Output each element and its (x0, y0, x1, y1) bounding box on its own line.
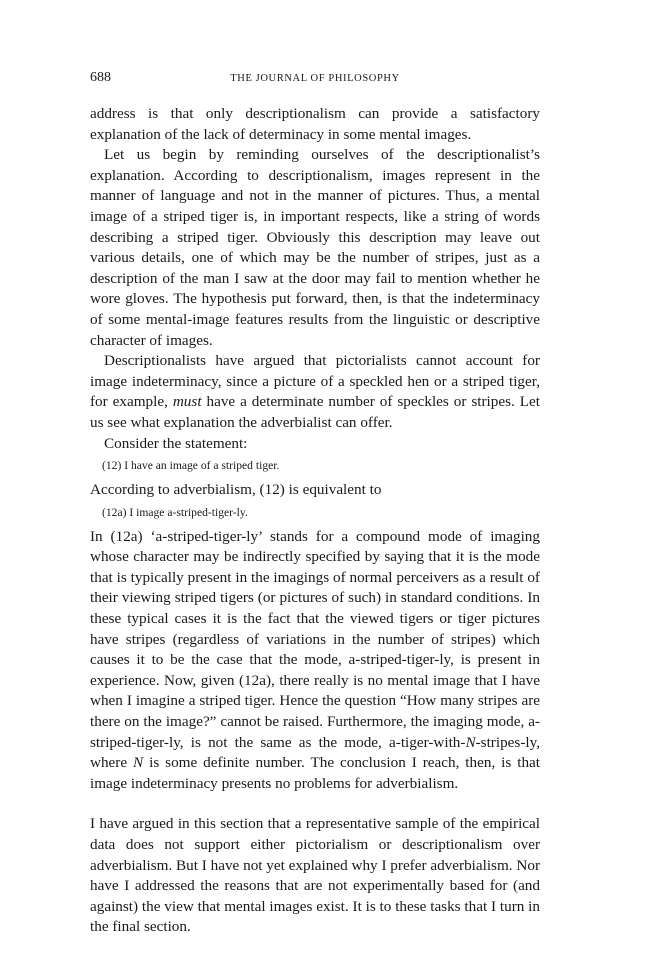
paragraph-section-conclusion: I have argued in this section that a representative sample of the empirical data does not support either pictorialism or descriptionalism over adverbialism. But I have not yet explained why I prefer adverbialism. Nor have I addressed the reasons that are not experimentally based for (and against) the view that mental images exist. It is to these tasks that I turn in the final section. (90, 815, 540, 936)
example-12a: (12a) I image a-striped-tiger-ly. (102, 505, 248, 519)
p6-part3: is some definite number. The conclusion I reach, then, is that image indeterminacy presents no problems for adverbialism. (90, 754, 540, 792)
paragraph-adverbialism-equivalent: According to adverbialism, (12) is equivalent to (90, 481, 382, 499)
p3-emphasis: must (172, 393, 202, 411)
paragraph-compound-mode (90, 527, 540, 795)
page-header (90, 70, 540, 90)
journal-page (90, 70, 540, 938)
paragraph-continuation: address is that only descriptionalism can provide a satisfactory explanation of the lack of determinacy in some mental images. (90, 105, 540, 143)
p3-text-after: have a determinate number of speckles or stripes. Let us see what explanation the adverbialist can offer. (90, 393, 540, 431)
page-number: 688 (90, 70, 111, 85)
example-12: (12) I have an image of a striped tiger. (102, 459, 280, 473)
running-head: THE JOURNAL OF PHILOSOPHY (230, 73, 400, 84)
p6-part1: In (12a) ‘a-striped-tiger-ly’ stands for a compound mode of imaging whose character may be indirectly specified by saying that it is the mode that is typically present in the imagings of normal perceivers as a result of their viewing striped tigers (or pictures of such) in standard conditions. In these typical cases it is the fact that the viewed tigers or tiger pictures have stripes (regardless of variations in the number of stripes) which causes it to be the case that the mode, a-striped-tiger-ly, is present in experience. Now, given (12a), there really is no mental image that I have when I imagine a striped tiger. Hence the question “How many stripes are there on the image?” cannot be raised. Furthermore, the imaging mode, a-striped-tiger-ly, is not the same as the mode, a-tiger-with- (90, 527, 540, 751)
paragraph-consider: Consider the statement: (104, 434, 248, 452)
p6-variable-n-1: N (465, 733, 476, 751)
p6-part2: -stripes-ly, where (90, 733, 540, 772)
paragraph-descriptionalist-explanation: Let us begin by reminding ourselves of the descriptionalist’s explanation. According to descriptionalism, images represent in the manner of language and not in the manner of pictures. Thus, a mental image of a striped tiger is, in important respects, like a string of words describing a striped tiger. Obviously this description may leave out various details, one of which may be the number of stripes, just as a description of the man I saw at the door may fail to mention whether he wore gloves. The hypothesis put forward, then, is that the indeterminacy of some mental-image features results from the linguistic or descriptive character of images. (90, 146, 540, 349)
p3-text-before: Descriptionalists have argued that pictorialists cannot account for image indeterminacy, since a picture of a speckled hen or a striped tiger, for example, (90, 352, 540, 411)
p6-variable-n-2: N (133, 754, 144, 772)
paragraph-pictorialist-critique (90, 351, 540, 433)
